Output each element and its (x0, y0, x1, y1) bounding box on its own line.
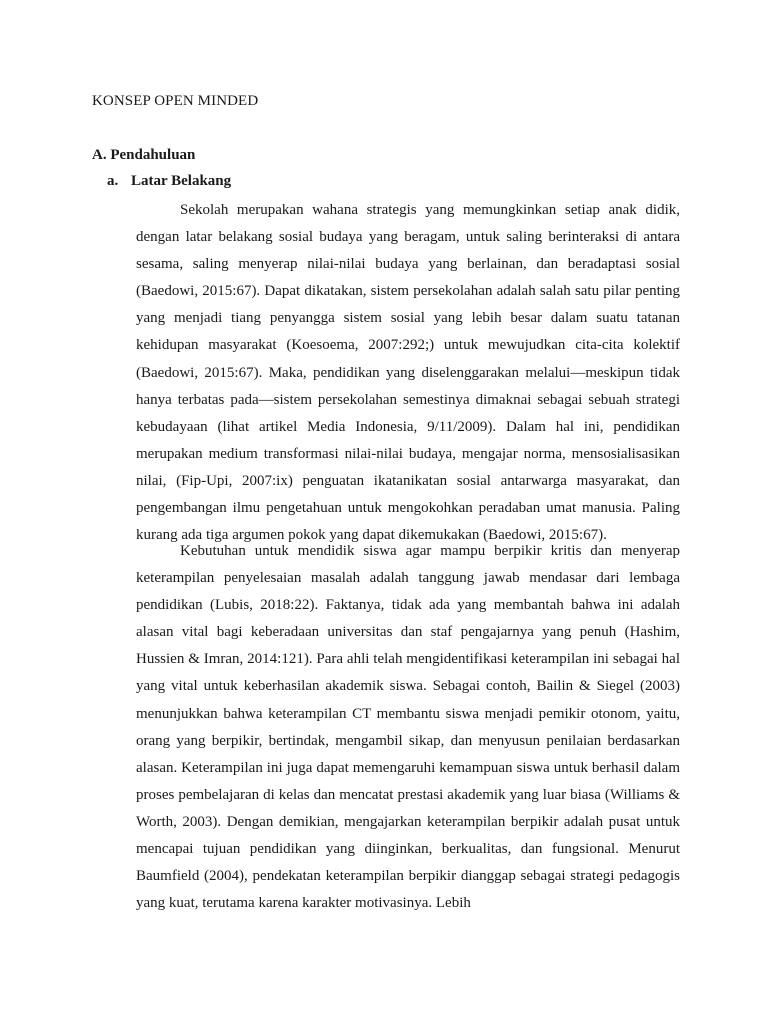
document-title: KONSEP OPEN MINDED (92, 93, 259, 109)
subsection-title: Latar Belakang (131, 173, 232, 189)
subsection-heading (107, 173, 231, 190)
body-paragraph-2: Kebutuhan untuk mendidik siswa agar mampu berpikir kritis dan menyerap keterampilan penyelesaian masalah adalah tanggung jawab mendasar dari lembaga pendidikan (Lubis, 2018:22). Faktanya, tidak ada yang membantah bahwa ini adalah alasan vital bagi keberadaan universitas dan staf pengajarnya yang penuh (Hashim, Hussien & Imran, 2014:121). Para ahli telah mengidentifikasi keterampilan ini sebagai hal yang vital untuk keberhasilan akademik siswa. Sebagai contoh, Bailin & Siegel (2003) menunjukkan bahwa keterampilan CT membantu siswa menjadi pemikir otonom, yaitu, orang yang berpikir, bertindak, mengambil sikap, dan menyusun penilaian berdasarkan alasan. Keterampilan ini juga dapat memengaruhi kemampuan siswa untuk berhasil dalam proses pembelajaran di kelas dan mencatat prestasi akademik yang luar biasa (Williams & Worth, 2003). Dengan demikian, mengajarkan keterampilan berpikir adalah pusat untuk mencapai tujuan pendidikan yang diinginkan, berkualitas, dan fungsional. Menurut Baumfield (2004), pendekatan keterampilan berpikir dianggap sebagai strategi pedagogis yang kuat, terutama karena karakter motivasinya. Lebih (136, 543, 680, 912)
subsection-marker: a. (107, 173, 119, 189)
body-paragraph-1: Sekolah merupakan wahana strategis yang memungkinkan setiap anak didik, dengan latar belakang sosial budaya yang beragam, untuk saling berinteraksi di antara sesama, saling menyerap nilai-nilai budaya yang berlainan, dan beradaptasi sosial (Baedowi, 2015:67). Dapat dikatakan, sistem persekolahan adalah salah satu pilar penting yang menjadi tiang penyangga sistem sosial yang lebih besar dalam suatu tatanan kehidupan masyarakat (Koesoema, 2007:292;) untuk mewujudkan cita-cita kolektif (Baedowi, 2015:67). Maka, pendidikan yang diselenggarakan melalui—meskipun tidak hanya terbatas pada—sistem persekolahan semestinya dimaknai sebagai sebuah strategi kebudayaan (lihat artikel Media Indonesia, 9/11/2009). Dalam hal ini, pendidikan merupakan medium transformasi nilai-nilai budaya, mengajar norma, mensosialisasikan nilai, (Fip-Upi, 2007:ix) penguatan ikatanikatan sosial antarwarga masyarakat, dan pengembangan ilmu pengetahuan untuk mengokohkan peradaban umat manusia. Paling kurang ada tiga argumen pokok yang dapat dikemukakan (Baedowi, 2015:67). (136, 202, 680, 544)
section-heading: A. Pendahuluan (92, 147, 196, 163)
